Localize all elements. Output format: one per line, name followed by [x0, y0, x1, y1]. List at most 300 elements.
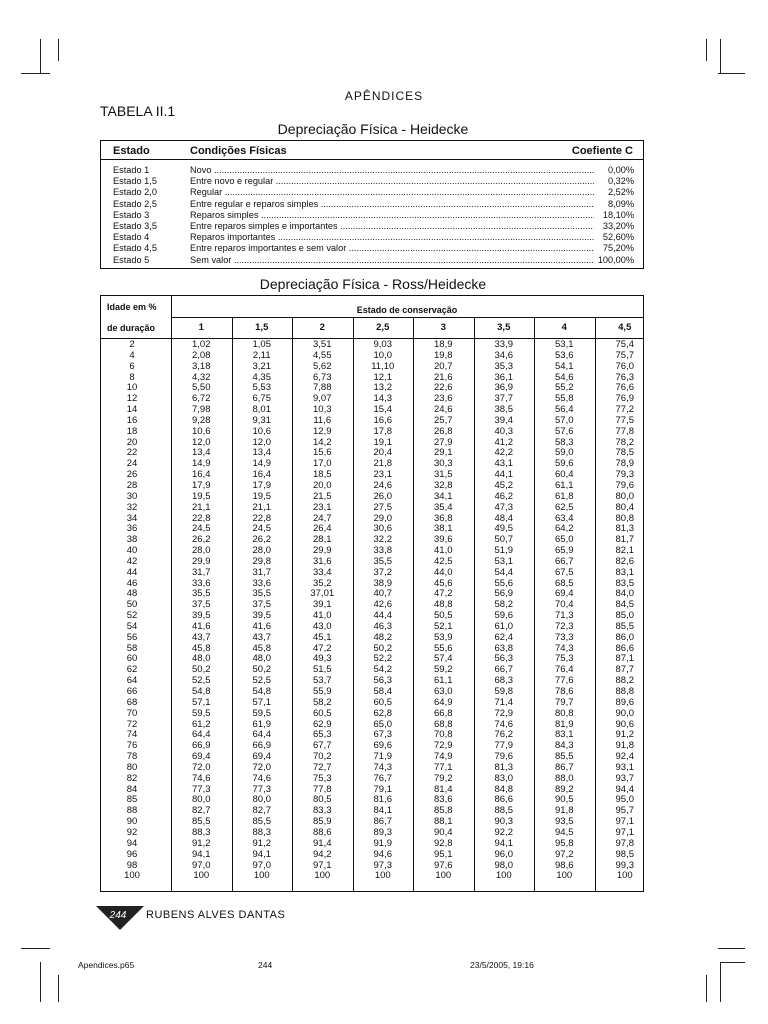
value-cell: 12,1 [373, 371, 392, 383]
value-cell: 47,2 [434, 588, 453, 600]
value-cell: 60,4 [555, 469, 574, 481]
value-cell: 32,8 [434, 479, 453, 491]
value-cell: 99,3 [615, 859, 634, 871]
estado-conservacao-header: Estado de conservação [356, 305, 458, 315]
value-cell: 76,3 [615, 371, 634, 383]
table-row [101, 232, 643, 243]
value-cell: 20,7 [434, 360, 453, 372]
idade-cell: 64 [126, 675, 138, 687]
value-cell: 24,6 [434, 404, 453, 416]
value-cell: 28,0 [192, 545, 211, 557]
value-cell: 17,9 [192, 479, 211, 491]
value-cell: 48,0 [252, 653, 271, 665]
value-cell: 45,8 [252, 642, 271, 654]
value-cell: 2,08 [192, 349, 211, 361]
value-cell: 70,8 [434, 729, 453, 741]
value-cell: 3,51 [313, 339, 332, 350]
table-row [101, 165, 643, 176]
idade-cell: 78 [126, 751, 138, 763]
value-cell: 24,7 [313, 512, 332, 524]
value-cell: 29,0 [373, 512, 392, 524]
idade-cell: 16 [126, 414, 138, 426]
value-cell: 7,98 [192, 404, 211, 416]
value-cell: 79,6 [615, 479, 634, 491]
value-cell: 83,1 [555, 729, 574, 741]
value-cell: 92,8 [434, 837, 453, 849]
value-cell: 55,6 [494, 577, 513, 589]
estado-cell: Estado 2,0 [113, 187, 157, 198]
value-cell: 80,0 [252, 794, 271, 806]
value-cell: 49,3 [313, 653, 332, 665]
value-cell: 37,7 [494, 393, 513, 405]
value-cell: 17,8 [373, 425, 392, 437]
idade-cell: 38 [126, 534, 138, 546]
value-cell: 85,5 [555, 751, 574, 763]
value-cell: 9,28 [192, 414, 211, 426]
value-cell: 72,3 [555, 620, 574, 632]
value-cell: 31,6 [313, 555, 332, 567]
estado-cell: Estado 1,5 [113, 176, 157, 187]
value-cell: 93,7 [615, 772, 634, 784]
value-cell: 59,6 [494, 610, 513, 622]
value-cell: 100 [374, 870, 391, 882]
estado-cell: Estado 2,5 [113, 198, 157, 209]
crop-mark [718, 73, 745, 74]
value-cell: 94,4 [615, 783, 634, 795]
idade-cell: 40 [126, 545, 138, 557]
value-cell: 80,8 [615, 512, 634, 524]
value-cell: 80,8 [555, 707, 574, 719]
idade-cell: 56 [126, 631, 138, 643]
value-cell: 37,2 [373, 566, 392, 578]
value-cell: 58,2 [313, 696, 332, 708]
value-cell: 80,0 [192, 794, 211, 806]
idade-cell: 62 [126, 664, 138, 676]
idade-cell: 72 [126, 718, 138, 730]
idade-cell: 96 [126, 848, 138, 860]
value-cell: 58,4 [373, 686, 392, 697]
ross-heidecke-title: Depreciação Física - Ross/Heidecke [259, 276, 487, 292]
value-cell: 26,2 [192, 534, 211, 546]
value-cell: 97,6 [434, 859, 453, 871]
value-cell: 20,0 [313, 479, 332, 491]
value-cell: 95,1 [434, 848, 453, 860]
value-cell: 10,6 [252, 425, 271, 437]
crop-mark [40, 39, 41, 74]
idade-cell: 70 [126, 707, 138, 719]
table-label: TABELA II.1 [100, 103, 176, 119]
coeficiente-cell: 18,10% [594, 210, 634, 221]
value-cell: 76,4 [555, 664, 574, 676]
estado-column [292, 340, 353, 882]
coeficiente-cell: 100,00% [594, 255, 634, 266]
value-cell: 35,2 [313, 577, 332, 589]
condicao-cell: Reparos simples ..... [190, 210, 601, 221]
value-cell: 61,9 [252, 718, 271, 730]
value-cell: 66,7 [555, 555, 574, 567]
value-cell: 64,9 [434, 696, 453, 708]
value-cell: 90,0 [615, 707, 634, 719]
value-cell: 53,6 [555, 349, 574, 361]
value-cell: 87,1 [615, 653, 634, 665]
value-cell: 79,2 [434, 772, 453, 784]
value-cell: 84,0 [615, 588, 634, 600]
value-cell: 92,2 [494, 826, 513, 838]
value-cell: 11,6 [313, 414, 332, 426]
value-cell: 90,5 [555, 794, 574, 806]
value-cell: 45,8 [192, 642, 211, 654]
value-cell: 91,2 [615, 729, 634, 741]
value-cell: 9,31 [252, 414, 271, 426]
value-cell: 77,9 [494, 740, 513, 752]
value-cell: 78,6 [555, 686, 574, 697]
value-cell: 29,1 [434, 447, 453, 459]
coeficiente-cell: 0,00% [594, 165, 634, 176]
value-cell: 35,4 [434, 501, 453, 513]
value-cell: 24,6 [373, 479, 392, 491]
value-cell: 97,1 [615, 816, 634, 828]
value-cell: 36,9 [494, 382, 513, 394]
value-cell: 62,8 [373, 707, 392, 719]
value-cell: 55,6 [434, 642, 453, 654]
value-cell: 33,6 [252, 577, 271, 589]
value-cell: 76,9 [615, 393, 634, 405]
value-cell: 96,0 [494, 848, 513, 860]
condicao-cell: Entre novo e regular ..... [190, 176, 601, 187]
table-row [101, 221, 643, 232]
value-cell: 72,9 [494, 707, 513, 719]
value-cell: 16,4 [192, 469, 211, 481]
value-cell: 59,8 [494, 686, 513, 697]
value-cell: 15,6 [313, 447, 332, 459]
estado-column-header: 2 [319, 322, 325, 333]
value-cell: 91,4 [313, 837, 332, 849]
value-cell: 84,8 [494, 783, 513, 795]
value-cell: 39,5 [252, 610, 271, 622]
value-cell: 82,6 [615, 555, 634, 567]
value-cell: 39,6 [434, 534, 453, 546]
value-cell: 26,0 [373, 490, 392, 502]
estado-cell: Estado 4,5 [113, 243, 157, 254]
value-cell: 25,7 [434, 414, 453, 426]
value-cell: 65,3 [313, 729, 332, 741]
estado-column-header: 1,5 [255, 322, 269, 333]
coeficiente-cell: 33,20% [594, 221, 634, 232]
value-cell: 22,6 [434, 382, 453, 394]
value-cell: 63,8 [494, 642, 513, 654]
value-cell: 92,4 [615, 751, 634, 763]
value-cell: 52,2 [373, 653, 392, 665]
value-cell: 6,72 [192, 393, 211, 405]
value-cell: 67,3 [373, 729, 392, 741]
estado-column-header: 3 [440, 322, 446, 333]
value-cell: 94,1 [192, 848, 211, 860]
value-cell: 54,6 [555, 371, 574, 383]
value-cell: 100 [253, 870, 270, 882]
value-cell: 91,8 [555, 805, 574, 817]
condicao-cell: Entre reparos simples e importantes ..... [190, 221, 601, 232]
value-cell: 42,5 [434, 555, 453, 567]
value-cell: 48,4 [494, 512, 513, 524]
value-cell: 69,4 [192, 751, 211, 763]
value-cell: 93,5 [555, 816, 574, 828]
value-cell: 85,0 [615, 610, 634, 622]
value-cell: 62,5 [555, 501, 574, 513]
value-cell: 86,7 [555, 761, 574, 773]
idade-cell: 18 [126, 425, 138, 437]
value-cell: 35,5 [373, 555, 392, 567]
value-cell: 12,9 [313, 425, 332, 437]
value-cell: 57,6 [555, 425, 574, 437]
value-cell: 50,2 [192, 664, 211, 676]
idade-cell: 84 [126, 783, 138, 795]
value-cell: 97,0 [192, 859, 211, 871]
value-cell: 49,5 [494, 523, 513, 535]
value-cell: 35,5 [252, 588, 271, 600]
value-cell: 55,8 [555, 393, 574, 405]
value-cell: 15,4 [373, 404, 392, 416]
estado-cell: Estado 4 [113, 232, 150, 243]
column-header-coeficiente: Coefiente C [571, 145, 633, 157]
value-cell: 88,1 [434, 816, 453, 828]
value-cell: 83,1 [615, 566, 634, 578]
value-cell: 28,1 [313, 534, 332, 546]
value-cell: 83,6 [434, 794, 453, 806]
value-cell: 84,3 [555, 740, 574, 752]
idade-cell: 94 [126, 837, 138, 849]
value-cell: 97,8 [615, 837, 634, 849]
value-cell: 9,03 [373, 339, 392, 350]
value-cell: 65,0 [373, 718, 392, 730]
idade-cell: 22 [126, 447, 138, 459]
value-cell: 19,5 [252, 490, 271, 502]
value-cell: 95,0 [615, 794, 634, 806]
value-cell: 38,9 [373, 577, 392, 589]
idade-cell: 82 [126, 772, 138, 784]
value-cell: 86,0 [615, 631, 634, 643]
value-cell: 95,7 [615, 805, 634, 817]
value-cell: 80,5 [313, 794, 332, 806]
crop-mark [706, 39, 707, 61]
value-cell: 66,7 [494, 664, 513, 676]
value-cell: 68,5 [555, 577, 574, 589]
condicao-cell: Entre reparos importantes e sem valor ..... [190, 243, 601, 254]
estado-column-header: 2,5 [376, 322, 390, 333]
value-cell: 3,18 [192, 360, 211, 372]
value-cell: 76,2 [494, 729, 513, 741]
value-cell: 88,6 [313, 826, 332, 838]
value-cell: 18,5 [313, 469, 332, 481]
idade-cell: 100 [124, 870, 140, 882]
value-cell: 17,9 [252, 479, 271, 491]
duracao-header: de duração [107, 323, 156, 333]
value-cell: 77,3 [192, 783, 211, 795]
value-cell: 6,75 [252, 393, 271, 405]
coeficiente-cell: 75,20% [594, 243, 634, 254]
value-cell: 33,6 [192, 577, 211, 589]
crop-mark [58, 975, 59, 1002]
value-cell: 51,9 [494, 545, 513, 557]
value-cell: 77,8 [615, 425, 634, 437]
condicao-cell: Entre regular e reparos simples ..... [190, 199, 601, 210]
value-cell: 72,7 [313, 761, 332, 773]
value-cell: 77,3 [252, 783, 271, 795]
value-cell: 94,6 [373, 848, 392, 860]
value-cell: 38,5 [494, 404, 513, 416]
value-cell: 76,0 [615, 360, 634, 372]
value-cell: 53,7 [313, 675, 332, 687]
value-cell: 74,3 [555, 642, 574, 654]
idade-cell: 6 [129, 360, 135, 372]
value-cell: 97,2 [555, 848, 574, 860]
idade-cell: 30 [126, 490, 138, 502]
value-cell: 19,5 [192, 490, 211, 502]
value-cell: 26,2 [252, 534, 271, 546]
value-cell: 39,5 [192, 610, 211, 622]
value-cell: 85,5 [252, 816, 271, 828]
value-cell: 100 [435, 870, 452, 882]
value-cell: 34,1 [434, 490, 453, 502]
value-cell: 61,2 [192, 718, 211, 730]
value-cell: 78,9 [615, 458, 634, 470]
value-cell: 73,3 [555, 631, 574, 643]
value-cell: 22,8 [192, 512, 211, 524]
value-cell: 79,6 [494, 751, 513, 763]
crop-mark [720, 962, 721, 1002]
value-cell: 80,4 [615, 501, 634, 513]
value-cell: 74,9 [434, 751, 453, 763]
value-cell: 72,0 [192, 761, 211, 773]
value-cell: 41,2 [494, 436, 513, 448]
value-cell: 69,4 [555, 588, 574, 600]
idade-cell: 20 [126, 436, 138, 448]
value-cell: 94,1 [252, 848, 271, 860]
value-cell: 100 [193, 870, 210, 882]
value-cell: 69,6 [373, 740, 392, 752]
value-cell: 9,07 [313, 393, 332, 405]
estado-column [534, 340, 595, 882]
value-cell: 31,7 [192, 566, 211, 578]
condicao-cell: Sem valor ..... [190, 255, 601, 266]
slug-filename: Apendices.p65 [78, 960, 135, 970]
value-cell: 30,3 [434, 458, 453, 470]
value-cell: 83,5 [615, 577, 634, 589]
value-cell: 60,5 [313, 707, 332, 719]
idade-cell: 32 [126, 501, 138, 513]
idade-cell: 10 [126, 382, 138, 394]
value-cell: 78,5 [615, 447, 634, 459]
value-cell: 47,3 [494, 501, 513, 513]
value-cell: 77,8 [313, 783, 332, 795]
value-cell: 78,2 [615, 436, 634, 448]
idade-cell: 88 [126, 805, 138, 817]
value-cell: 67,5 [555, 566, 574, 578]
value-cell: 81,4 [434, 783, 453, 795]
value-cell: 33,8 [373, 545, 392, 557]
value-cell: 100 [314, 870, 331, 882]
author-name: RUBENS ALVES DANTAS [146, 909, 286, 921]
idade-cell: 76 [126, 740, 138, 752]
value-cell: 86,6 [494, 794, 513, 806]
value-cell: 38,1 [434, 523, 453, 535]
idade-cell: 66 [126, 686, 138, 697]
value-cell: 58,2 [494, 599, 513, 611]
estado-column [595, 340, 656, 882]
value-cell: 20,4 [373, 447, 392, 459]
value-cell: 97,3 [373, 859, 392, 871]
value-cell: 97,0 [252, 859, 271, 871]
idade-cell: 4 [129, 349, 135, 361]
value-cell: 29,9 [313, 545, 332, 557]
value-cell: 21,8 [373, 458, 392, 470]
idade-cell: 12 [126, 393, 138, 405]
value-cell: 12,0 [192, 436, 211, 448]
value-cell: 37,5 [252, 599, 271, 611]
value-cell: 89,2 [555, 783, 574, 795]
value-cell: 98,5 [615, 848, 634, 860]
value-cell: 41,0 [313, 610, 332, 622]
value-cell: 71,4 [494, 696, 513, 708]
coeficiente-cell: 2,52% [594, 187, 634, 198]
value-cell: 10,0 [373, 349, 392, 361]
idade-cell: 14 [126, 404, 138, 416]
value-cell: 48,2 [373, 631, 392, 643]
value-cell: 56,3 [494, 653, 513, 665]
table-row [101, 243, 643, 254]
value-cell: 98,0 [494, 859, 513, 871]
value-cell: 4,35 [252, 371, 271, 383]
estado-column-header: 3,5 [497, 322, 511, 333]
value-cell: 23,6 [434, 393, 453, 405]
value-cell: 65,0 [555, 534, 574, 546]
value-cell: 45,2 [494, 479, 513, 491]
value-cell: 50,5 [434, 610, 453, 622]
value-cell: 63,4 [555, 512, 574, 524]
value-cell: 80,0 [615, 490, 634, 502]
value-cell: 87,7 [615, 664, 634, 676]
value-cell: 62,4 [494, 631, 513, 643]
author-logo [96, 904, 144, 930]
value-cell: 41,6 [192, 620, 211, 632]
value-cell: 21,1 [192, 501, 211, 513]
value-cell: 54,8 [192, 686, 211, 697]
value-cell: 91,2 [192, 837, 211, 849]
value-cell: 5,50 [192, 382, 211, 394]
value-cell: 13,4 [252, 447, 271, 459]
value-cell: 94,1 [494, 837, 513, 849]
value-cell: 82,7 [252, 805, 271, 817]
value-cell: 86,7 [373, 816, 392, 828]
crop-mark [720, 962, 745, 963]
value-cell: 81,9 [555, 718, 574, 730]
value-cell: 88,3 [192, 826, 211, 838]
value-cell: 69,4 [252, 751, 271, 763]
value-cell: 51,5 [313, 664, 332, 676]
value-cell: 37,01 [310, 588, 335, 600]
value-cell: 84,1 [373, 805, 392, 817]
value-cell: 81,3 [615, 523, 634, 535]
value-cell: 14,9 [192, 458, 211, 470]
value-cell: 6,73 [313, 371, 332, 383]
value-cell: 85,5 [615, 620, 634, 632]
idade-cell: 28 [126, 479, 138, 491]
value-cell: 88,0 [555, 772, 574, 784]
condicao-cell: Regular ..... [190, 187, 601, 198]
value-cell: 77,2 [615, 404, 634, 416]
value-cell: 10,6 [192, 425, 211, 437]
idade-cell: 85 [126, 794, 138, 806]
coeficiente-cell: 0,32% [594, 176, 634, 187]
